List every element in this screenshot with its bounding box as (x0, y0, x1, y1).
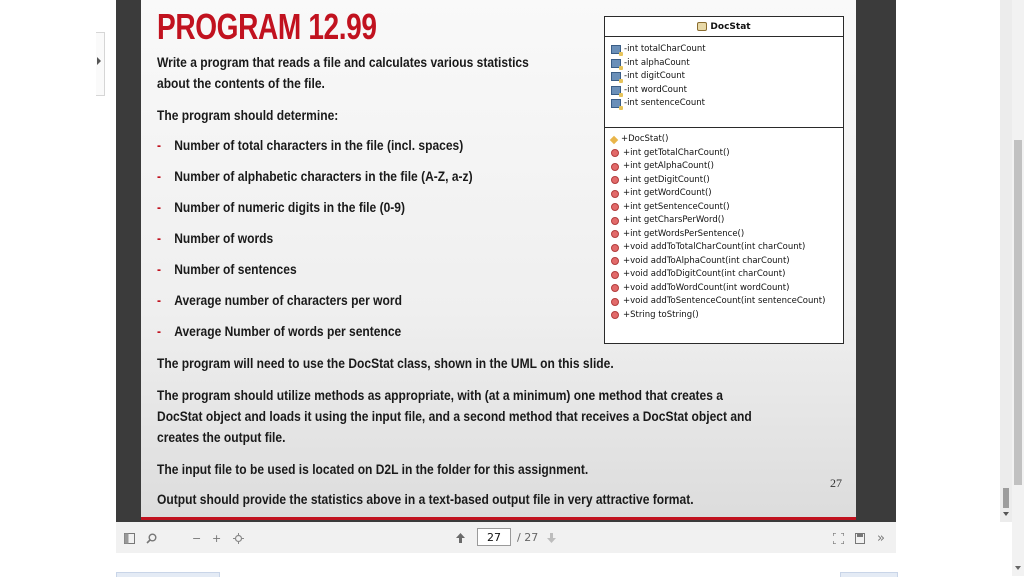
bullet-dash-icon: - (157, 168, 162, 184)
search-icon (146, 533, 157, 544)
method-icon (611, 149, 619, 157)
bullet-item: - Average Number of words per sentence (157, 323, 402, 339)
pdf-viewer (116, 0, 896, 553)
viewer-toolbar (116, 523, 896, 553)
method-icon (611, 190, 619, 198)
uml-method: +int getTotalCharCount() (611, 147, 843, 161)
input-file-line: The input file to be used is located on D2L in the folder for this assignment. (157, 461, 589, 477)
viewer-canvas (116, 0, 896, 522)
bullet-dash-icon: - (157, 199, 162, 215)
bottom-tab[interactable] (840, 572, 898, 577)
scroll-down-icon[interactable] (1003, 512, 1009, 516)
bullet-item: - Average number of characters per word (157, 292, 402, 308)
bullet-item: - Number of sentences (157, 261, 297, 277)
methods-line-2: DocStat object and loads it using the input file, and a second method that receives a DocStat object and (157, 408, 752, 424)
determine-heading: The program should determine: (157, 107, 339, 123)
bullet-dash-icon: - (157, 323, 162, 339)
uml-method: +void addToTotalCharCount(int charCount) (611, 241, 843, 255)
bullet-dash-icon: - (157, 137, 162, 153)
viewer-scrollbar[interactable] (1000, 0, 1012, 522)
uml-class-name: DocStat (710, 21, 751, 32)
uml-fields (605, 37, 843, 128)
bullet-item: - Number of words (157, 230, 274, 246)
panel-icon (124, 533, 135, 544)
page-total: / 27 (517, 531, 539, 544)
slide-page-number: 27 (830, 476, 842, 490)
methods-line-1: The program should utilize methods as appropriate, with (at a minimum) one method that creates a (157, 387, 723, 403)
method-icon (611, 298, 619, 306)
zoom-in-button[interactable]: + (212, 531, 222, 545)
zoom-fit-icon (233, 533, 244, 544)
scroll-down-icon[interactable] (1015, 566, 1021, 570)
uml-method: +int getCharsPerWord() (611, 214, 843, 228)
uml-field: -int alphaCount (611, 57, 843, 71)
uml-field: -int sentenceCount (611, 97, 843, 111)
search-button[interactable] (146, 531, 157, 545)
uml-method: +void addToWordCount(int wordCount) (611, 282, 843, 296)
uml-method: +String toString() (611, 309, 843, 323)
uml-method: +int getSentenceCount() (611, 201, 843, 215)
previous-page-button[interactable] (456, 531, 465, 545)
method-icon (611, 163, 619, 171)
page-scrollbar-thumb[interactable] (1014, 140, 1022, 485)
constructor-icon (610, 136, 618, 144)
next-page-button[interactable] (547, 531, 556, 545)
method-icon (611, 271, 619, 279)
field-icon (611, 86, 621, 95)
uml-methods (605, 128, 843, 322)
output-line: Output should provide the statistics above in a text-based output file in very attractive format. (157, 491, 694, 507)
zoom-out-button[interactable]: − (192, 531, 202, 545)
bottom-tab[interactable] (116, 572, 220, 577)
intro-line-2: about the contents of the file. (157, 75, 325, 91)
bullet-dash-icon: - (157, 230, 162, 246)
uml-method: +void addToAlphaCount(int charCount) (611, 255, 843, 269)
field-icon (611, 99, 621, 108)
chevron-right-icon (97, 57, 101, 65)
viewer-scrollbar-thumb[interactable] (1003, 488, 1009, 508)
field-icon (611, 59, 621, 68)
bullet-dash-icon: - (157, 261, 162, 277)
bullet-item: - Number of total characters in the file (incl. spaces) (157, 137, 464, 153)
method-icon (611, 284, 619, 292)
uml-field: -int totalCharCount (611, 43, 843, 57)
uml-class-diagram (604, 16, 844, 344)
bullet-dash-icon: - (157, 292, 162, 308)
sidebar-panel-button[interactable] (124, 531, 135, 545)
uml-method: +int getDigitCount() (611, 174, 843, 188)
page-scrollbar[interactable] (1012, 0, 1024, 576)
slide-title: PROGRAM 12.99 (157, 6, 377, 47)
uml-method: +void addToSentenceCount(int sentenceCount) (611, 295, 843, 309)
zoom-fit-button[interactable] (233, 531, 244, 545)
uml-note: The program will need to use the DocStat class, shown in the UML on this slide. (157, 355, 614, 371)
field-icon (611, 72, 621, 81)
field-icon (611, 45, 621, 54)
method-icon (611, 230, 619, 238)
arrow-down-icon (547, 533, 556, 543)
uml-method: +int getWordsPerSentence() (611, 228, 843, 242)
uml-method: +int getAlphaCount() (611, 160, 843, 174)
class-icon (697, 22, 707, 31)
slide-footer-bar (141, 517, 856, 520)
uml-field: -int wordCount (611, 84, 843, 98)
method-icon (611, 176, 619, 184)
method-icon (611, 244, 619, 252)
slide-page (141, 0, 856, 520)
uml-method: +int getWordCount() (611, 187, 843, 201)
bullet-item: - Number of alphabetic characters in the file (A-Z, a-z) (157, 168, 473, 184)
method-icon (611, 311, 619, 319)
uml-constructor: +DocStat() (611, 133, 843, 147)
save-icon (855, 533, 865, 544)
arrow-up-icon (456, 533, 465, 543)
methods-line-3: creates the output file. (157, 429, 286, 445)
fullscreen-button[interactable] (833, 531, 844, 545)
method-icon (611, 203, 619, 211)
uml-method: +void addToDigitCount(int charCount) (611, 268, 843, 282)
bullet-item: - Number of numeric digits in the file (0-9) (157, 199, 405, 215)
sidebar-toggle-tab[interactable] (96, 32, 105, 96)
uml-field: -int digitCount (611, 70, 843, 84)
intro-line-1: Write a program that reads a file and calculates various statistics (157, 54, 529, 70)
save-button[interactable] (855, 531, 865, 545)
uml-class-header (605, 17, 843, 37)
fullscreen-icon (833, 533, 844, 544)
page-number-input[interactable]: 27 (477, 528, 511, 546)
method-icon (611, 217, 619, 225)
more-tools-button[interactable]: » (877, 530, 885, 546)
method-icon (611, 257, 619, 265)
